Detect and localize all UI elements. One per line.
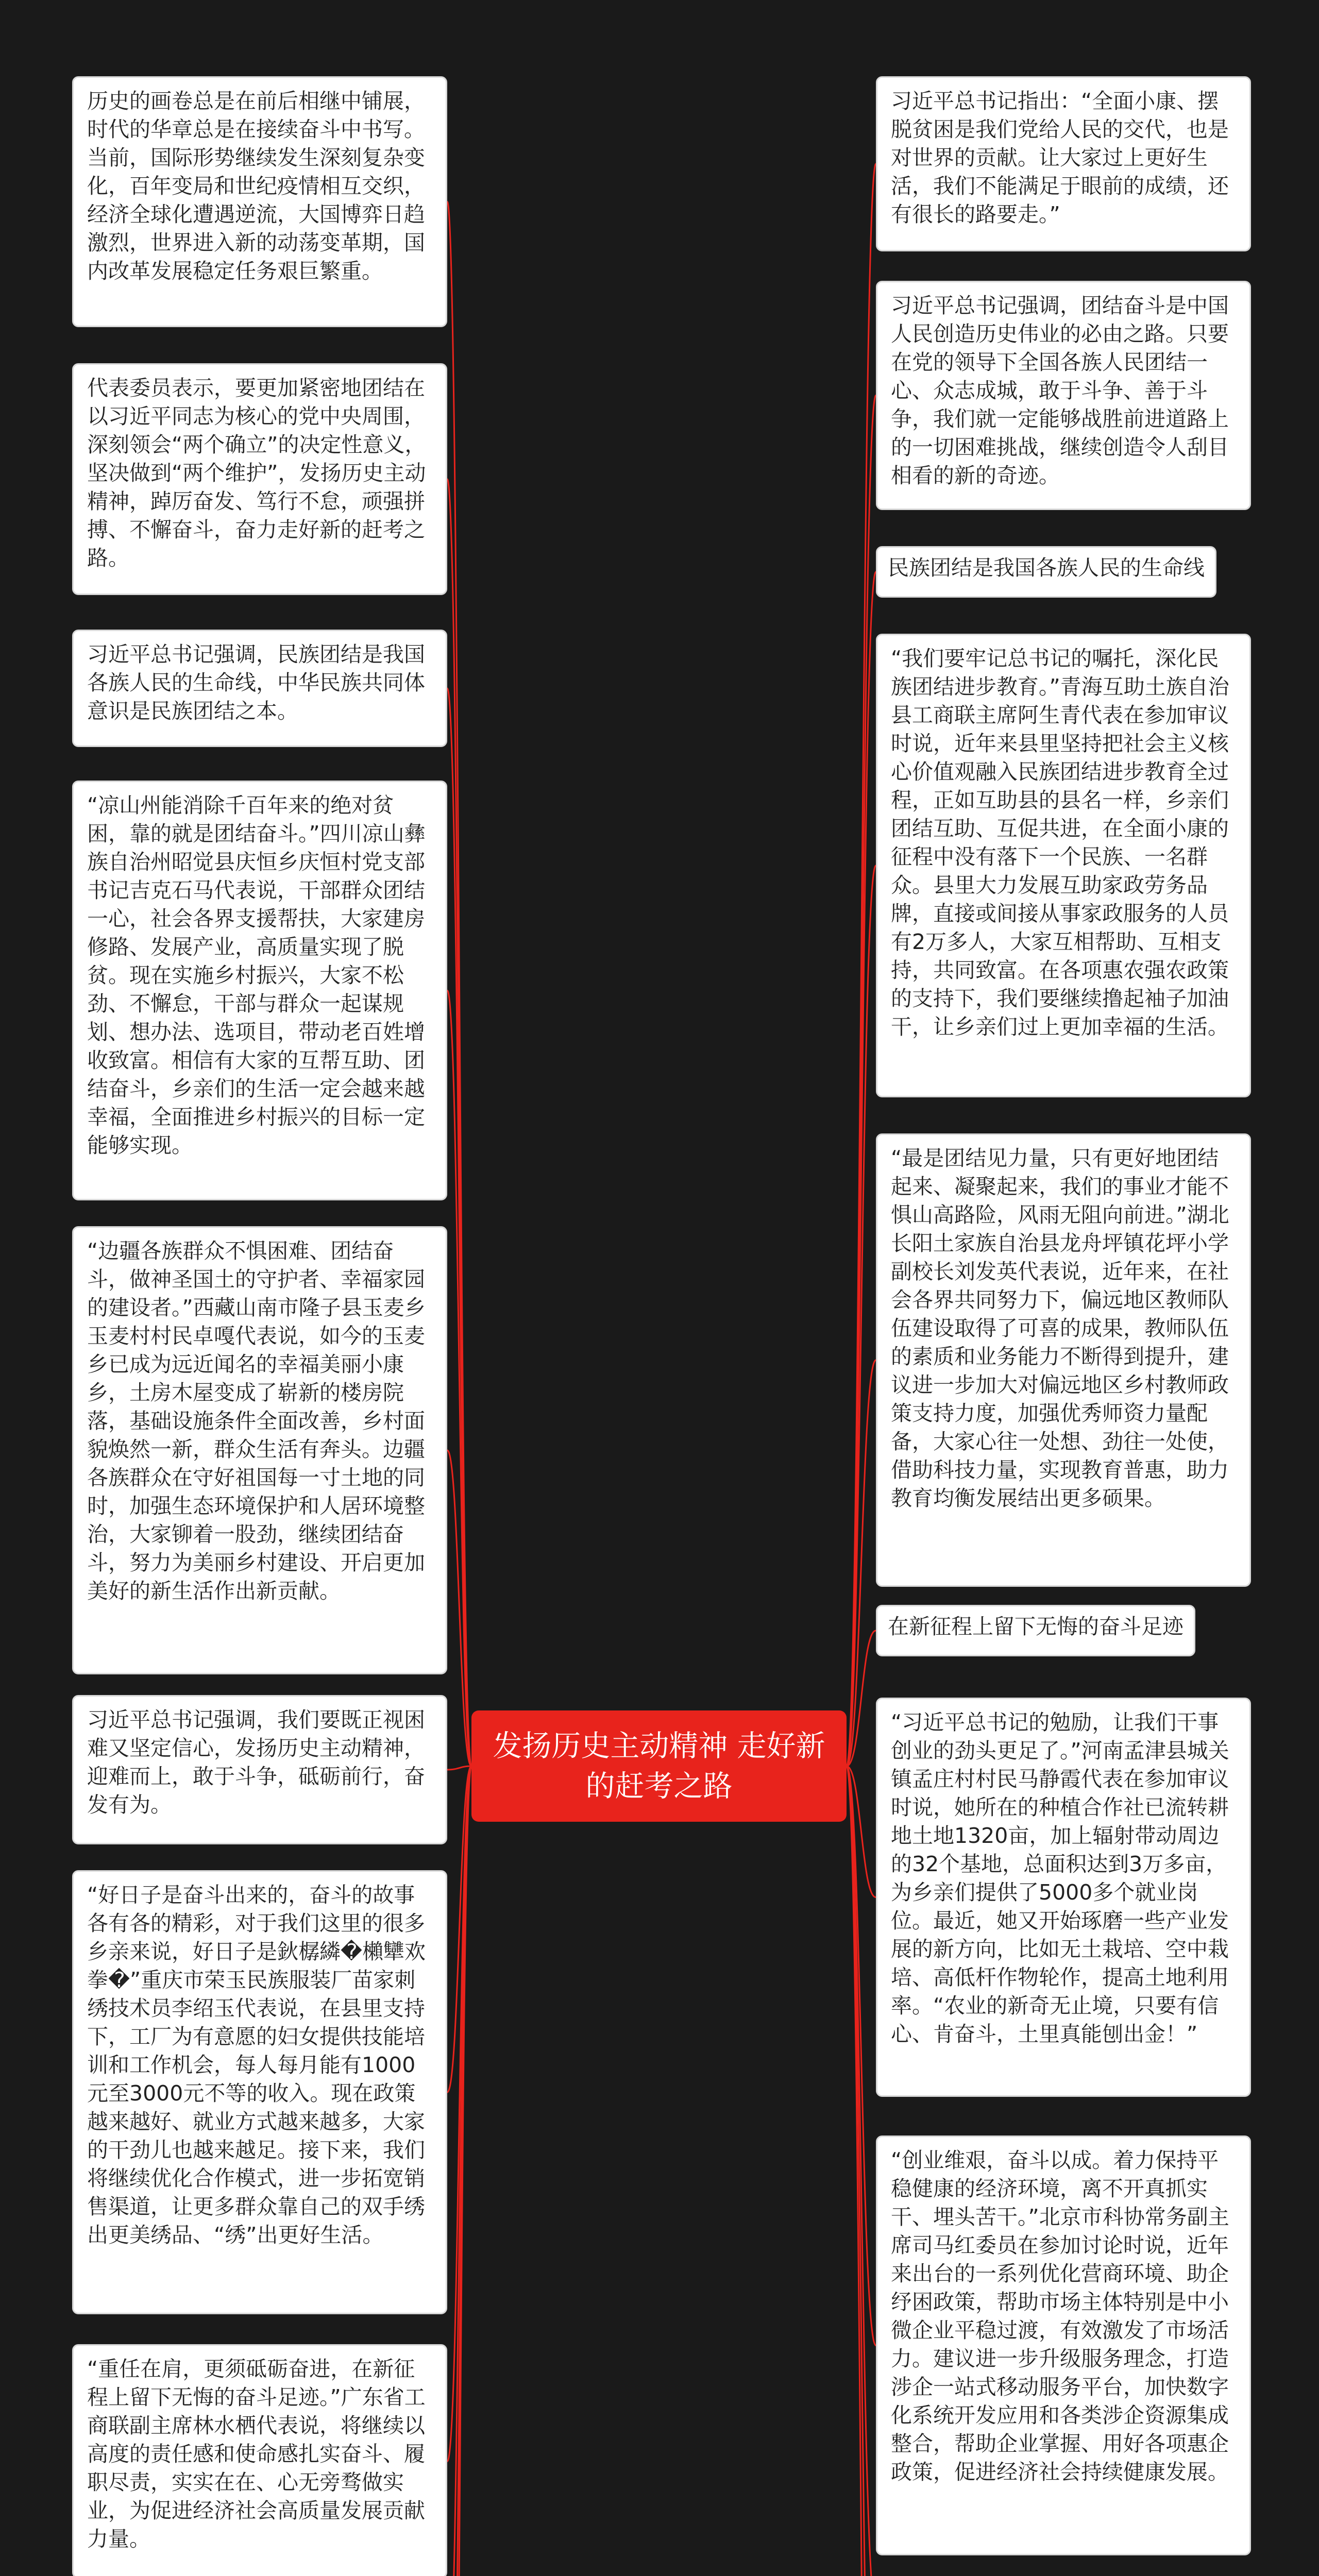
left-node-5[interactable]: “边疆各族群众不惧困难、团结奋斗，做神圣国土的守护者、幸福家园的建设者。”西藏山南市隆子县玉麦乡玉麦村村民卓嘎代表说，如今的玉麦乡已成为远近闻名的幸福美丽小康乡，土房木屋变成了崭新的楼房院落，基础设施条件全面改善，乡村面貌焕然一新，群众生活有奔头。边疆各族群众在守好祖国每一寸土地的同时，加强生态环境保护和人居环境整治，大家铆着一股劲，继续团结奋斗，努力为美丽乡村建设、开启更加美好的新生活作出新贡献。: [72, 1226, 447, 1674]
connector-right-node-3: [847, 572, 876, 1766]
connector-left-node-2: [447, 479, 471, 1766]
connector-right-node-8: [847, 1766, 876, 2346]
central-topic[interactable]: [471, 1710, 847, 1822]
connector-left-node-1: [447, 202, 471, 1767]
left-node-6[interactable]: 习近平总书记强调，我们要既正视困难又坚定信心，发扬历史主动精神，迎难而上，敢于斗争，砥砺前行，奋发有为。: [72, 1695, 447, 1844]
right-node-5[interactable]: “最是团结见力量，只有更好地团结起来、凝聚起来，我们的事业才能不惧山高路险，风雨无阻向前进。”湖北长阳土家族自治县龙舟坪镇花坪小学副校长刘发英代表说，近年来，在社会各界共同努力下，偏远地区教师队伍建设取得了可喜的成果，教师队伍的素质和业务能力不断得到提升，建议进一步加大对偏远地区乡村教师政策支持力度，加强优秀师资力量配备，大家心往一处想、劲往一处使，借助科技力量，实现教育普惠，助力教育均衡发展结出更多硕果。: [876, 1133, 1251, 1587]
left-node-3[interactable]: 习近平总书记强调，民族团结是我国各族人民的生命线，中华民族共同体意识是民族团结之本。: [72, 630, 447, 747]
right-node-2[interactable]: 习近平总书记强调，团结奋斗是中国人民创造历史伟业的必由之路。只要在党的领导下全国各族人民团结一心、众志成城，敢于斗争、善于斗争，我们就一定能够战胜前进道路上的一切困难挑战，继续创造令人刮目相看的新的奇迹。: [876, 281, 1251, 510]
left-node-7[interactable]: “好日子是奋斗出来的，奋斗的故事各有各的精彩，对于我们这里的很多乡亲来说，好日子是鈥樼繗�櫴犫欢拳�”重庆市荣玉民族服装厂苗家刺绣技术员李绍玉代表说，在县里支持下，工厂为有意愿的妇女提供技能培训和工作机会，每人每月能有1000元至3000元不等的收入。现在政策越来越好、就业方式越来越多，大家的干劲儿也越来越足。接下来，我们将继续优化合作模式，进一步拓宽销售渠道，让更多群众靠自己的双手绣出更美绣品、“绣”出更好生活。: [72, 1870, 447, 2314]
right-node-7[interactable]: “习近平总书记的勉励，让我们干事创业的劲头更足了。”河南孟津县城关镇孟庄村村民马静霞代表在参加审议时说，她所在的种植合作社已流转耕地土地1320亩，加上辐射带动周边的32个基地，总面积达到3万多亩，为乡亲们提供了5000多个就业岗位。最近，她又开始琢磨一些产业发展的新方向，比如无土栽培、空中栽培、高低杆作物轮作，提高土地利用率。“农业的新奇无止境，只要有信心、肯奋斗，土里真能刨出金！”: [876, 1698, 1251, 2097]
right-node-8[interactable]: “创业维艰，奋斗以成。着力保持平稳健康的经济环境，离不开真抓实干、埋头苦干。”北京市科协常务副主席司马红委员在参加讨论时说，近年来出台的一系列优化营商环境、助企纾困政策，帮助市场主体特别是中小微企业平稳过渡，有效激发了市场活力。建议进一步升级服务理念，打造涉企一站式移动服务平台，加快数字化系统开发应用和各类涉企资源集成整合，帮助企业掌握、用好各项惠企政策，促进经济社会持续健康发展。: [876, 2136, 1251, 2555]
left-node-2[interactable]: 代表委员表示，要更加紧密地团结在以习近平同志为核心的党中央周围，深刻领会“两个确立”的决定性意义，坚决做到“两个维护”，发扬历史主动精神，踔厉奋发、笃行不怠，顽强拼搏、不懈奋斗，奋力走好新的赶考之路。: [72, 363, 447, 595]
left-node-1[interactable]: 历史的画卷总是在前后相继中铺展，时代的华章总是在接续奋斗中书写。当前，国际形势继续发生深刻复杂变化，百年变局和世纪疫情相互交织，经济全球化遭遇逆流，大国博弈日趋激烈，世界进入新的动荡变革期，国内改革发展稳定任务艰巨繁重。: [72, 76, 447, 327]
connector-right-node-9: [847, 1766, 876, 2576]
right-node-1[interactable]: 习近平总书记指出：“全面小康、摆脱贫困是我们党给人民的交代，也是对世界的贡献。让大家过上更好生活，我们不能满足于眼前的成绩，还有很长的路要走。”: [876, 76, 1251, 251]
left-node-8[interactable]: “重任在肩，更须砥砺奋进，在新征程上留下无悔的奋斗足迹。”广东省工商联副主席林水栖代表说，将继续以高度的责任感和使命感扎实奋斗、履职尽责，实实在在、心无旁骛做实业，为促进经济社会高质量发展贡献力量。: [72, 2344, 447, 2576]
right-node-4[interactable]: “我们要牢记总书记的嘱托，深化民族团结进步教育。”青海互助土族自治县工商联主席阿生青代表在参加审议时说，近年来县里坚持把社会主义核心价值观融入民族团结进步教育全过程，正如互助县的县名一样，乡亲们团结互助、互促共进，在全面小康的征程中没有落下一个民族、一名群众。县里大力发展互助家政劳务品牌，直接或间接从事家政服务的人员有2万多人，大家互相帮助、互相支持，共同致富。在各项惠农强农政策的支持下，我们要继续撸起袖子加油干，让乡亲们过上更加幸福的生活。: [876, 634, 1251, 1097]
central-topic-text: 发扬历史主动精神 走好新的赶考之路: [493, 1729, 825, 1803]
right-node-6[interactable]: 在新征程上留下无悔的奋斗足迹: [876, 1605, 1195, 1656]
connector-left-node-6: [447, 1766, 471, 1770]
connector-left-node-11: [447, 1766, 471, 2576]
right-node-3[interactable]: 民族团结是我国各族人民的生命线: [876, 546, 1216, 598]
connector-right-node-1: [847, 164, 876, 1766]
left-node-4[interactable]: “凉山州能消除千百年来的绝对贫困，靠的就是团结奋斗。”四川凉山彝族自治州昭觉县庆恒乡庆恒村党支部书记吉克石马代表说，干部群众团结一心，社会各界支援帮扶，大家建房修路、发展产业，高质量实现了脱贫。现在实施乡村振兴，大家不松劲、不懈怠，干部与群众一起谋规划、想办法、选项目，带动老百姓增收致富。相信有大家的互帮互助、团结奋斗，乡亲们的生活一定会越来越幸福，全面推进乡村振兴的目标一定能够实现。: [72, 781, 447, 1200]
